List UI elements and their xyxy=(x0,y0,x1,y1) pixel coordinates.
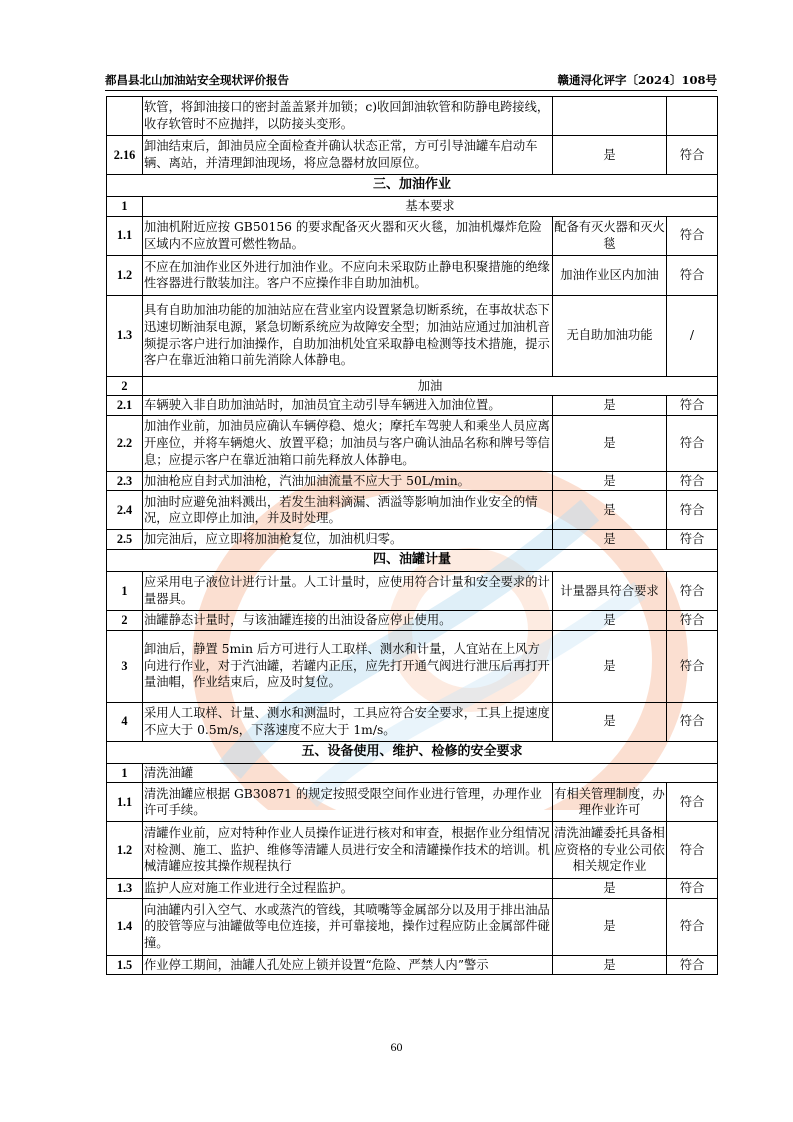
item-result: 符合 xyxy=(667,471,718,491)
item-status: 清洗油罐委托具备相应资格的专业公司依相关规定作业 xyxy=(553,822,667,879)
item-number: 2.3 xyxy=(107,471,143,491)
item-number: 1.2 xyxy=(107,822,143,879)
item-number: 1 xyxy=(107,763,143,783)
item-number: 2.5 xyxy=(107,530,143,550)
section-title: 五、设备使用、维护、检修的安全要求 xyxy=(107,741,718,763)
item-result: 符合 xyxy=(667,255,718,295)
item-status: 是 xyxy=(553,491,667,530)
item-number: 2 xyxy=(107,610,143,630)
item-number: 4 xyxy=(107,702,143,741)
item-result: 符合 xyxy=(667,216,718,255)
item-number: 2.4 xyxy=(107,491,143,530)
section-row xyxy=(107,549,718,571)
item-content: 应采用电子液位计进行计量。人工计量时，应使用符合计量和安全要求的计量器具。 xyxy=(143,571,553,610)
item-result: 符合 xyxy=(667,702,718,741)
item-status: 是 xyxy=(553,136,667,175)
table-row xyxy=(107,571,718,610)
table-row xyxy=(107,216,718,255)
item-status: 是 xyxy=(553,630,667,702)
item-content: 监护人应对施工作业进行全过程监护。 xyxy=(143,879,553,899)
table-row xyxy=(107,879,718,899)
item-result: 符合 xyxy=(667,783,718,822)
item-number: 2.1 xyxy=(107,396,143,416)
item-result: 符合 xyxy=(667,898,718,955)
table-row xyxy=(107,396,718,416)
item-status xyxy=(553,97,667,136)
item-content: 加完油后，应立即将加油枪复位，加油机归零。 xyxy=(143,530,553,550)
section-title: 三、加油作业 xyxy=(107,175,718,197)
item-number: 3 xyxy=(107,630,143,702)
item-number: 2.16 xyxy=(107,136,143,175)
item-result: / xyxy=(667,295,718,376)
item-status: 是 xyxy=(553,702,667,741)
item-number xyxy=(107,97,143,136)
item-number: 1.5 xyxy=(107,955,143,975)
section-row xyxy=(107,741,718,763)
item-result: 符合 xyxy=(667,396,718,416)
item-status: 配备有灭火器和灭火毯 xyxy=(553,216,667,255)
item-result: 符合 xyxy=(667,530,718,550)
table-row xyxy=(107,295,718,376)
table-row xyxy=(107,136,718,175)
item-number: 1.4 xyxy=(107,898,143,955)
item-number: 1.1 xyxy=(107,783,143,822)
subsection-title: 清洗油罐 xyxy=(143,763,718,783)
item-status: 无自助加油功能 xyxy=(553,295,667,376)
item-status: 计量器具符合要求 xyxy=(553,571,667,610)
subsection-row xyxy=(107,763,718,783)
item-content: 具有自助加油功能的加油站应在营业室内设置紧急切断系统，在事故状态下迅速切断油泵电源，紧急切断系统应为故障安全型；加油站应通过加油机音频提示客户进行加油操作，自助加油机处宜采取静电检测等技术措施，提示客户在靠近油箱口前先消除人体静电。 xyxy=(143,295,553,376)
table-row xyxy=(107,491,718,530)
item-number: 1 xyxy=(107,571,143,610)
evaluation-table xyxy=(106,96,718,975)
table-row xyxy=(107,630,718,702)
item-number: 2 xyxy=(107,376,143,396)
item-content: 采用人工取样、计量、测水和测温时，工具应符合安全要求，工具上提速度不应大于 0.5m/s，下落速度不应大于 1m/s。 xyxy=(143,702,553,741)
table-row xyxy=(107,415,718,471)
item-content: 加油时应避免油料溅出，若发生油料滴漏、洒溢等影响加油作业安全的情况，应立即停止加油，并及时处理。 xyxy=(143,491,553,530)
item-result: 符合 xyxy=(667,822,718,879)
item-content: 卸油后，静置 5min 后方可进行人工取样、测水和计量，人宜站在上风方向进行作业，对于汽油罐，若罐内正压，应先打开通气阀进行泄压后再打开量油帽，作业结束后，应及时复位。 xyxy=(143,630,553,702)
item-status: 是 xyxy=(553,530,667,550)
item-content: 清罐作业前，应对特种作业人员操作证进行核对和审查，根据作业分组情况对检测、施工、监护、维修等清罐人员进行安全和清罐操作技术的培训。机械清罐应按其操作规程执行 xyxy=(143,822,553,879)
subsection-title: 加油 xyxy=(143,376,718,396)
item-result: 符合 xyxy=(667,415,718,471)
item-content: 油罐静态计量时，与该油罐连接的出油设备应停止使用。 xyxy=(143,610,553,630)
item-number: 1.1 xyxy=(107,216,143,255)
subsection-row xyxy=(107,376,718,396)
item-status: 加油作业区内加油 xyxy=(553,255,667,295)
item-content: 软管，将卸油接口的密封盖盖紧并加锁；c)收回卸油软管和防静电跨接线，收存软管时不应抛拌，以防接头变形。 xyxy=(143,97,553,136)
table-row xyxy=(107,97,718,136)
subsection-title: 基本要求 xyxy=(143,197,718,217)
item-content: 清洗油罐应根据 GB30871 的规定按照受限空间作业进行管理，办理作业许可手续。 xyxy=(143,783,553,822)
table-row xyxy=(107,530,718,550)
section-title: 四、油罐计量 xyxy=(107,549,718,571)
item-result: 符合 xyxy=(667,571,718,610)
table-row xyxy=(107,898,718,955)
item-content: 车辆驶入非自助加油站时，加油员宜主动引导车辆进入加油位置。 xyxy=(143,396,553,416)
table-row xyxy=(107,783,718,822)
item-content: 作业停工期间，油罐人孔处应上锁并设置“危险、严禁人内”警示 xyxy=(143,955,553,975)
table-row xyxy=(107,471,718,491)
item-status: 是 xyxy=(553,471,667,491)
item-status: 是 xyxy=(553,610,667,630)
item-result: 符合 xyxy=(667,136,718,175)
item-result: 符合 xyxy=(667,630,718,702)
report-title: 都昌县北山加油站安全现状评价报告 xyxy=(105,73,289,87)
item-result: 符合 xyxy=(667,610,718,630)
table-row xyxy=(107,610,718,630)
subsection-row xyxy=(107,197,718,217)
item-content: 向油罐内引入空气、水或蒸汽的管线，其喷嘴等金属部分以及用于排出油品的胶管等应与油罐做等电位连接，并可靠接地，操作过程应防止金属部件碰撞。 xyxy=(143,898,553,955)
table-row xyxy=(107,702,718,741)
item-content: 加油机附近应按 GB50156 的要求配备灭火器和灭火毯，加油机爆炸危险区域内不应放置可燃性物品。 xyxy=(143,216,553,255)
item-result: 符合 xyxy=(667,491,718,530)
item-content: 加油作业前，加油员应确认车辆停稳、熄火；摩托车驾驶人和乘坐人员应离开座位，并将车辆熄火、放置平稳；加油员与客户确认油品名称和牌号等信息；应提示客户在靠近油箱口前先释放人体静电。 xyxy=(143,415,553,471)
item-status: 是 xyxy=(553,415,667,471)
page-header xyxy=(105,70,717,91)
table-row xyxy=(107,255,718,295)
item-status: 是 xyxy=(553,955,667,975)
item-status: 是 xyxy=(553,898,667,955)
item-result: 符合 xyxy=(667,879,718,899)
item-result: 符合 xyxy=(667,955,718,975)
section-row xyxy=(107,175,718,197)
item-content: 不应在加油作业区外进行加油作业。不应向未采取防止静电积聚措施的绝缘性容器进行散装加注。客户不应操作非自助加油机。 xyxy=(143,255,553,295)
table-row xyxy=(107,822,718,879)
item-number: 1 xyxy=(107,197,143,217)
item-status: 是 xyxy=(553,396,667,416)
item-number: 2.2 xyxy=(107,415,143,471)
table-row xyxy=(107,955,718,975)
item-status: 是 xyxy=(553,879,667,899)
table-body xyxy=(107,97,718,975)
item-result xyxy=(667,97,718,136)
report-number: 赣通浔化评字〔2024〕108号 xyxy=(557,73,717,87)
item-content: 加油枪应自封式加油枪，汽油加油流量不应大于 50L/min。 xyxy=(143,471,553,491)
item-number: 1.3 xyxy=(107,295,143,376)
page-number: 60 xyxy=(390,1040,403,1054)
item-status: 有相关管理制度，办理作业许可 xyxy=(553,783,667,822)
item-content: 卸油结束后，卸油员应全面检查并确认状态正常，方可引导油罐车启动车辆、离站，并清理卸油现场，将应急器材放回原位。 xyxy=(143,136,553,175)
item-number: 1.3 xyxy=(107,879,143,899)
item-number: 1.2 xyxy=(107,255,143,295)
